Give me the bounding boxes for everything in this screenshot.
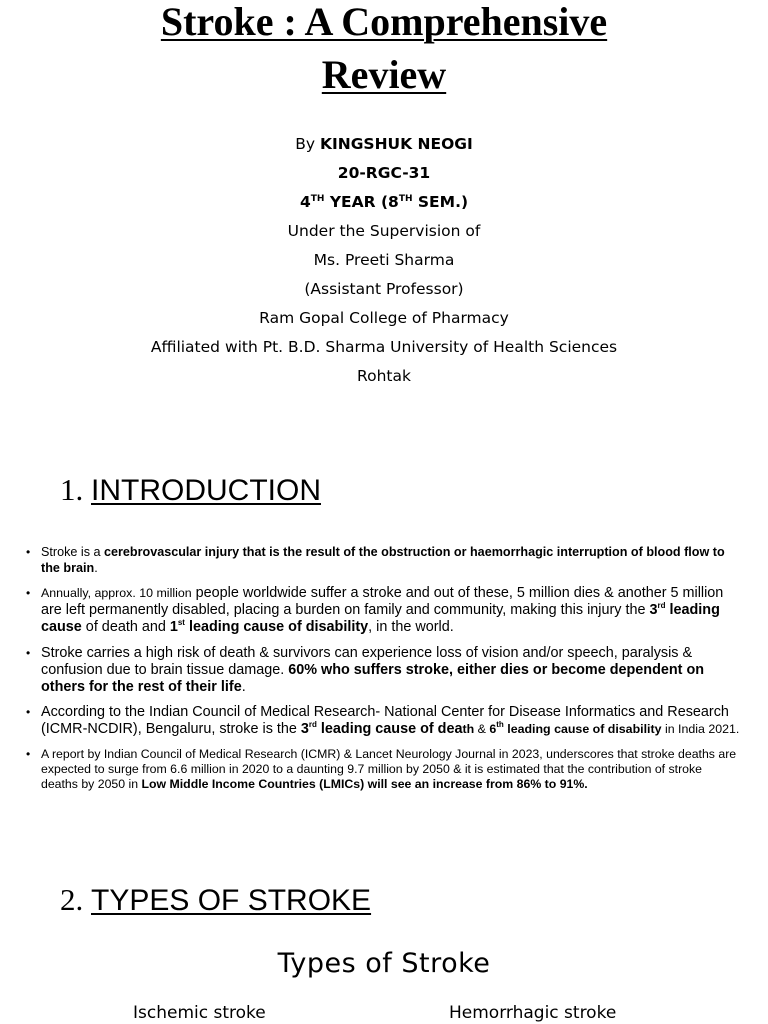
author-line: By KINGSHUK NEOGI [295, 135, 473, 153]
city: Rohtak [357, 367, 411, 385]
types-figure-title: Types of Stroke [277, 948, 491, 979]
list-item: • A report by Indian Council of Medical Research (ICMR) & Lancet Neurology Journal in 2023, underscores that stroke deaths are expected to surge from 6.6 million in 2020 to a daunting 9.7 million by 2050 & it is estimated that the contribution of stroke deaths by 2050 in Low Middle Income Countries (LMICs) will see an increase from 86% to 91%. [26, 747, 742, 792]
title-line-2: Review [321, 52, 447, 97]
list-item: • According to the Indian Council of Medical Research- National Center for Disease Informatics and Research (ICMR-NCDIR), Bengaluru, stroke is the 3rd leading cause of death & 6th leading cause of disability in India 2021. [26, 704, 742, 738]
types-figure-label-hemorrhagic: Hemorrhagic stroke [449, 1003, 617, 1023]
introduction-bullet-list [26, 544, 742, 792]
title-line-1: Stroke : A Comprehensive [160, 0, 608, 44]
list-item: • Stroke is a cerebrovascular injury that is the result of the obstruction or haemorrhagic interruption of blood flow to the brain. [26, 544, 742, 576]
author-block [0, 130, 768, 391]
types-figure-label-ischemic: Ischemic stroke [133, 1003, 266, 1023]
roll-number: 20-RGC-31 [337, 164, 431, 182]
affiliation: Affiliated with Pt. B.D. Sharma University of Health Sciences [150, 338, 618, 356]
document-title [0, 0, 768, 99]
section-heading-types-of-stroke: 2. TYPES OF STROKE [60, 882, 372, 917]
supervision-label: Under the Supervision of [287, 222, 481, 240]
list-item: • Stroke carries a high risk of death & survivors can experience loss of vision and/or speech, paralysis & confusion due to brain tissue damage. 60% who suffers stroke, either dies or become dependent on others for the rest of their life. [26, 645, 742, 696]
section-heading-introduction: 1. INTRODUCTION [60, 472, 321, 507]
author-name: KINGSHUK NEOGI [319, 135, 473, 153]
supervisor-name: Ms. Preeti Sharma [313, 251, 455, 269]
supervisor-designation: (Assistant Professor) [304, 280, 464, 298]
year-semester: 4TH YEAR (8TH SEM.) [299, 193, 469, 211]
list-item: • Annually, approx. 10 million people worldwide suffer a stroke and out of these, 5 million dies & another 5 million are left permanently disabled, placing a burden on family and community, making this injury the 3rd leading cause of death and 1st leading cause of disability, in the world. [26, 585, 742, 636]
college-name: Ram Gopal College of Pharmacy [259, 309, 509, 327]
